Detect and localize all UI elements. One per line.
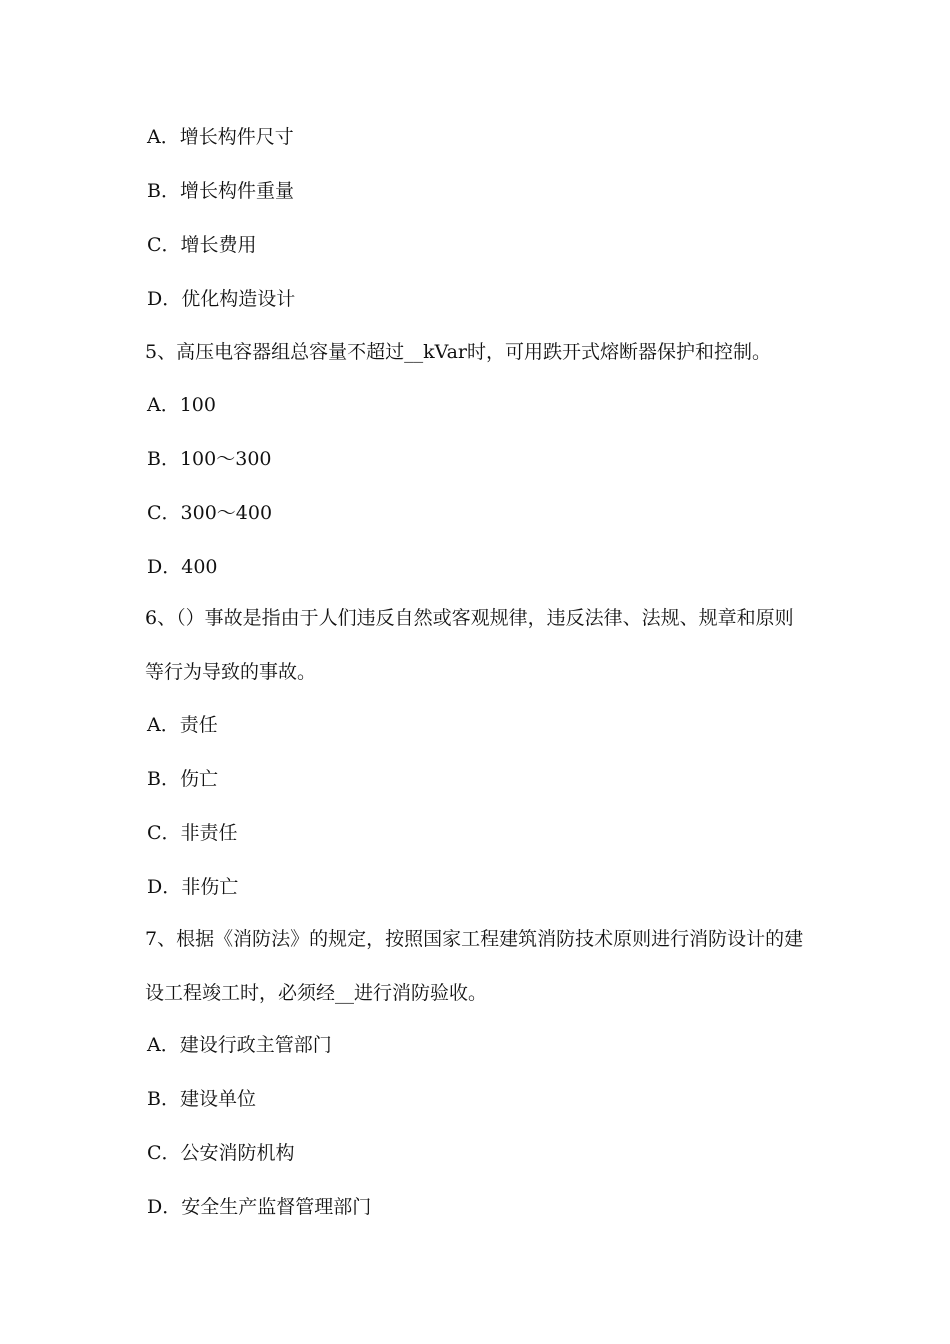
option-b: B．伤亡 (147, 768, 218, 790)
option-d: D．400 (147, 556, 218, 578)
question-7-text-line-2: 设工程竣工时，必须经__进行消防验收。 (145, 982, 488, 1004)
option-d: D．安全生产监督管理部门 (147, 1196, 372, 1218)
option-c: C．公安消防机构 (147, 1142, 295, 1164)
option-d: D．非伤亡 (147, 876, 239, 898)
option-b: B．增长构件重量 (147, 180, 294, 202)
option-c: C．非责任 (147, 822, 238, 844)
option-d: D．优化构造设计 (147, 288, 296, 310)
option-a: A．100 (147, 394, 216, 416)
question-6-text-line-1: 6、（）事故是指由于人们违反自然或客观规律，违反法律、法规、规章和原则 (145, 607, 794, 629)
option-c: C．增长费用 (147, 234, 257, 256)
option-a: A．责任 (147, 714, 218, 736)
question-5-text: 5、高压电容器组总容量不超过__kVar时，可用跌开式熔断器保护和控制。 (145, 341, 771, 363)
option-b: B．建设单位 (147, 1088, 256, 1110)
option-a: A．建设行政主管部门 (147, 1034, 332, 1056)
question-6-text-line-2: 等行为导致的事故。 (145, 661, 317, 683)
question-7-text-line-1: 7、根据《消防法》的规定，按照国家工程建筑消防技术原则进行消防设计的建 (145, 928, 804, 950)
option-c: C．300～400 (147, 502, 273, 524)
option-b: B．100～300 (147, 448, 272, 470)
option-a: A．增长构件尺寸 (147, 126, 294, 148)
